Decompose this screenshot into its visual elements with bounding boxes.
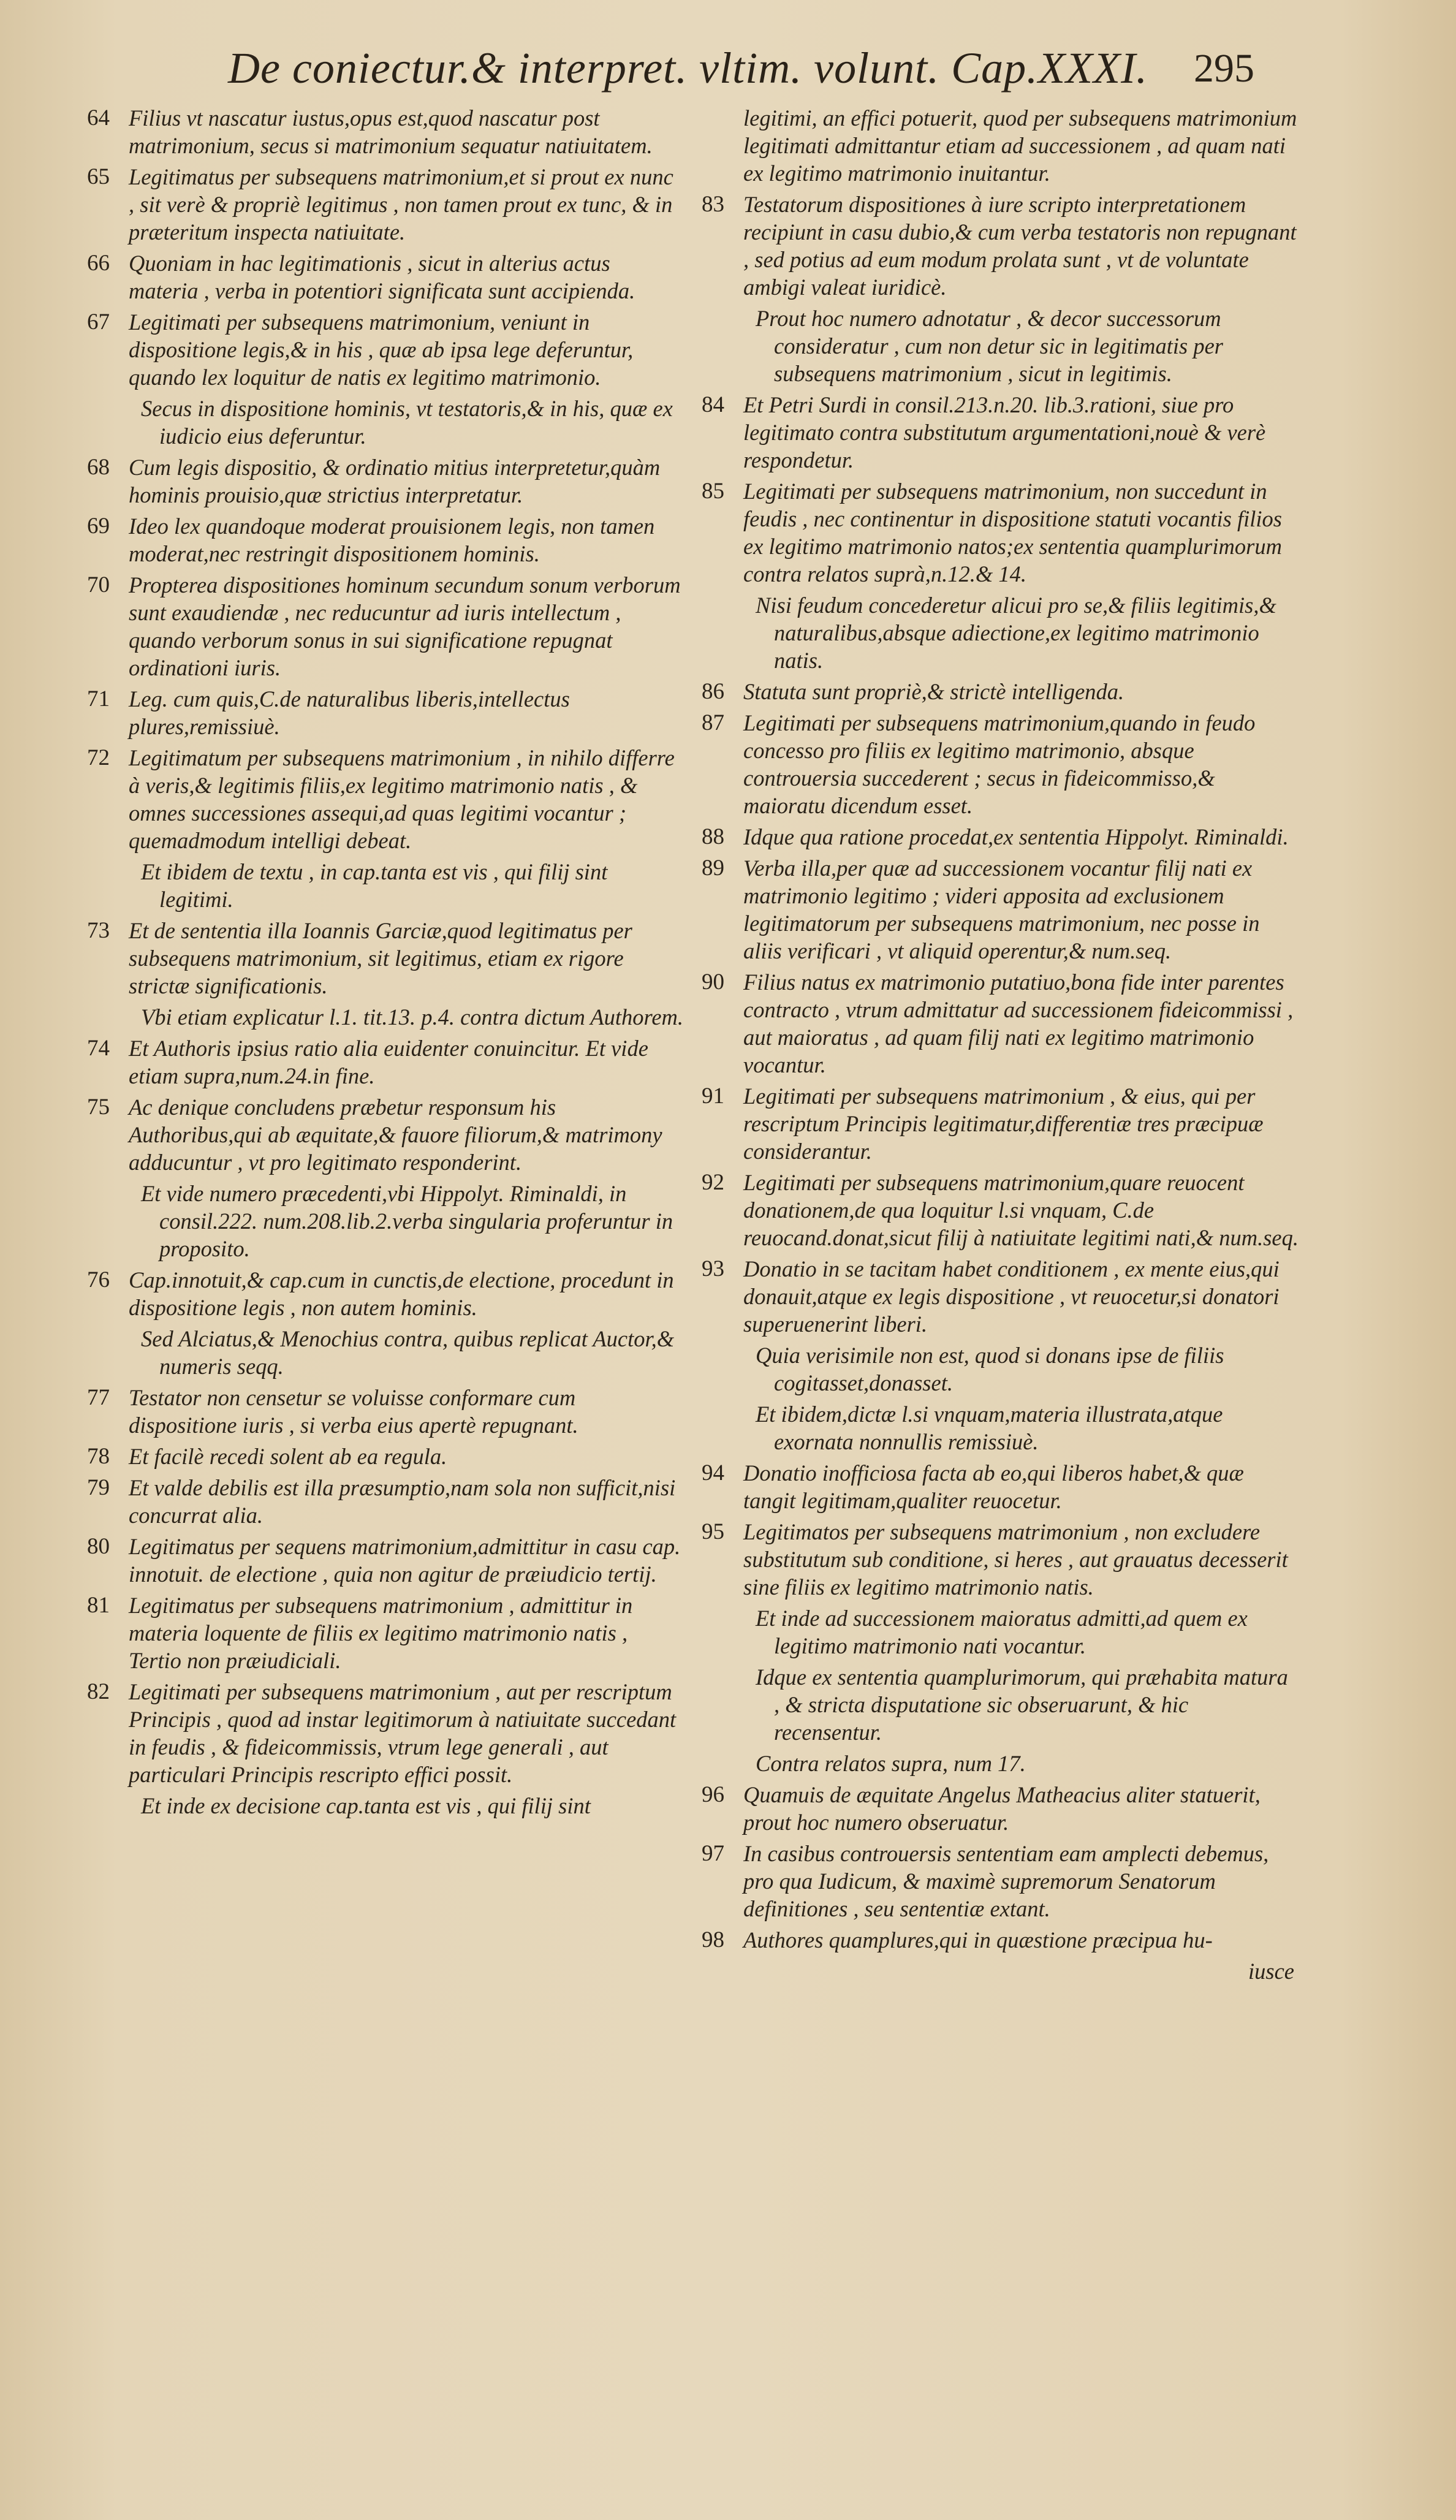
summary-entry	[87, 1266, 684, 1321]
entry-number: 74	[87, 1036, 110, 1061]
summary-note: Prout hoc numero adnotatur , & decor successorum consideratur , cum non detur sic in legitimatis per subsequens matrimonium , sicut in legitimis.	[756, 306, 1223, 386]
entry-text: Legitimatus per subsequens matrimonium,et si prout ex nunc , sit verè & propriè legitimus , non tamen prout ex tunc, & in præteritum inspecta natiuitate.	[129, 164, 673, 245]
catchword: iusce	[1248, 1959, 1294, 1984]
summary-entry	[702, 391, 1299, 474]
summary-entry	[702, 1459, 1299, 1514]
summary-entry	[702, 477, 1299, 588]
entry-text: Donatio inofficiosa facta ab eo,qui liberos habet,& quæ tangit legitimam,qualiter reuocetur.	[743, 1460, 1244, 1513]
summary-entry	[87, 685, 684, 740]
entry-number: 69	[87, 514, 110, 539]
summary-entry	[702, 1082, 1299, 1165]
entry-text: Quoniam in hac legitimationis , sicut in alterius actus materia , verba in potentiori significata sunt accipienda.	[129, 251, 635, 303]
summary-entry	[87, 1474, 684, 1529]
entry-number: 90	[702, 970, 724, 995]
summary-note: Et inde ex decisione cap.tanta est vis , qui filij sint	[141, 1793, 591, 1818]
summary-entry	[87, 744, 684, 854]
entry-number: 82	[87, 1679, 110, 1704]
entry-text: Legitimati per subsequens matrimonium,quare reuocent donationem,de qua loquitur l.si vnquam, C.de reuocand.donat,sicut filij à natiuitate legitimi nati,& num.seq.	[743, 1170, 1299, 1250]
summary-entry	[87, 571, 684, 681]
entry-number: 80	[87, 1534, 110, 1559]
summary-entry	[702, 823, 1299, 851]
entry-number: 65	[87, 164, 110, 189]
entry-number: 68	[87, 455, 110, 480]
entry-text: Et facilè recedi solent ab ea regula.	[129, 1444, 447, 1469]
entry-number: 89	[702, 856, 724, 881]
summary-entry	[87, 917, 684, 1000]
right-column	[702, 104, 1299, 2494]
entry-text: Legitimatum per subsequens matrimonium , in nihilo differre à veris,& legitimis filiis,ex legitimo matrimonio natis , & omnes successiones assequi,ad quas legitimi vocantur ; quemadmodum intelligi debeat.	[129, 745, 675, 853]
entry-text: Legitimati per subsequens matrimonium, veniunt in dispositione legis,& in his , quæ ab ipsa lege deferuntur, quando lex loquitur de natis ex legitimo matrimonio.	[129, 309, 634, 390]
entry-text: Leg. cum quis,C.de naturalibus liberis,intellectus plures,remissiuè.	[129, 686, 570, 739]
entry-text: Testator non censetur se voluisse conformare cum dispositione iuris , si verba eius apertè repugnant.	[129, 1385, 578, 1438]
summary-entry	[702, 1169, 1299, 1251]
continued-text: legitimi, an effici potuerit, quod per subsequens matrimonium legitimati admittantur etiam ad successionem , ad quam nati ex legitimo matrimonio inuitantur.	[743, 105, 1297, 186]
entry-number: 79	[87, 1475, 110, 1500]
summary-note: Et inde ad successionem maioratus admitti,ad quem ex legitimo matrimonio nati vocantur.	[756, 1606, 1248, 1658]
entry-number: 71	[87, 686, 110, 712]
entry-text: Legitimati per subsequens matrimonium,quando in feudo concesso pro filiis ex legitimo matrimonio, absque controuersia succederent ; secus in fideicommisso,& maioratu dicendum esset.	[743, 710, 1256, 818]
entry-number: 73	[87, 918, 110, 943]
summary-entry	[87, 454, 684, 509]
summary-entry	[702, 709, 1299, 819]
summary-note: Quia verisimile non est, quod si donans ipse de filiis cogitasset,donasset.	[756, 1343, 1224, 1395]
entry-text: Et Authoris ipsius ratio alia euidenter conuincitur. Et vide etiam supra,num.24.in fine.	[129, 1036, 648, 1088]
entry-text: Donatio in se tacitam habet conditionem , ex mente eius,qui donauit,atque ex legis dispositione , vt reuocetur,si donatori superuenerint liberi.	[743, 1256, 1280, 1337]
entry-text: In casibus controuersis sententiam eam amplecti debemus, pro qua Iudicum, & maximè supremorum Senatorum definitiones , seu sententiæ extant.	[743, 1841, 1269, 1921]
page-number: 295	[1194, 46, 1254, 91]
entry-text: Verba illa,per quæ ad successionem vocantur filij nati ex matrimonio legitimo ; videri apposita ad exclusionem legitimatorum per subsequens matrimonium, nec posse in aliis verificari , vt aliquid operentur,& num.seq.	[743, 856, 1260, 963]
entry-number: 94	[702, 1460, 724, 1486]
summary-entry	[702, 678, 1299, 705]
entry-number: 88	[702, 824, 724, 849]
summary-entry	[702, 1840, 1299, 1922]
page-header	[0, 37, 1456, 104]
summary-entry	[702, 854, 1299, 965]
entry-number: 64	[87, 105, 110, 131]
entry-text: Legitimati per subsequens matrimonium , aut per rescriptum Principis , quod ad instar legitimorum à natiuitate succedant in feudis , & fideicommissis, vtrum lege generali , aut particulari Principis rescripto effici possit.	[129, 1679, 677, 1787]
entry-number: 84	[702, 392, 724, 417]
entry-text: Legitimati per subsequens matrimonium , & eius, qui per rescriptum Principis legitimatur,differentiæ tres præcipuæ considerantur.	[743, 1084, 1264, 1164]
entry-text: Ac denique concludens præbetur responsum his Authoribus,qui ab æquitate,& fauore filiorum,& matrimony adducuntur , vt pro legitimato responderint.	[129, 1095, 662, 1175]
summary-entry	[87, 104, 684, 159]
entry-number: 91	[702, 1084, 724, 1109]
entry-text: Quamuis de æquitate Angelus Matheacius aliter statuerit, prout hoc numero obseruatur.	[743, 1782, 1261, 1835]
summary-entry	[702, 1518, 1299, 1601]
summary-note: Nisi feudum concederetur alicui pro se,& filiis legitimis,& naturalibus,absque adiectione,ex legitimo matrimonio natis.	[756, 593, 1276, 673]
summary-note: Sed Alciatus,& Menochius contra, quibus replicat Auctor,& numeris seqq.	[141, 1326, 675, 1379]
entry-number: 95	[702, 1519, 724, 1544]
summary-note: Vbi etiam explicatur l.1. tit.13. p.4. contra dictum Authorem.	[141, 1004, 684, 1030]
summary-entry	[87, 1533, 684, 1588]
entry-text: Testatorum dispositiones à iure scripto interpretationem recipiunt in casu dubio,& cum verba testatoris non repugnant , sed potius ad eum modum prolata sunt , vt de voluntate ambigi valeat iuridicè.	[743, 192, 1297, 300]
running-title: De coniectur.& interpret. vltim. volunt. Cap.XXXI.	[228, 44, 1148, 93]
entry-text: Cap.innotuit,& cap.cum in cunctis,de electione, procedunt in dispositione legis , non autem hominis.	[129, 1267, 674, 1320]
summary-entry	[87, 1678, 684, 1788]
summary-entry	[702, 968, 1299, 1079]
entry-number: 87	[702, 710, 724, 735]
summary-note: Et ibidem,dictæ l.si vnquam,materia illustrata,atque exornata nonnullis remissiuè.	[756, 1402, 1223, 1454]
entry-number: 76	[87, 1267, 110, 1292]
entry-number: 78	[87, 1444, 110, 1469]
entry-number: 81	[87, 1593, 110, 1618]
summary-entry	[702, 191, 1299, 301]
summary-entry	[87, 163, 684, 246]
summary-entry	[702, 1781, 1299, 1836]
entry-text: Cum legis dispositio, & ordinatio mitius interpretetur,quàm hominis prouisio,quæ strictius interpretatur.	[129, 455, 661, 507]
entry-number: 77	[87, 1385, 110, 1410]
entry-number: 97	[702, 1841, 724, 1866]
entry-number: 83	[702, 192, 724, 217]
entry-number: 85	[702, 479, 724, 504]
entry-number: 66	[87, 251, 110, 276]
summary-note: Secus in dispositione hominis, vt testatoris,& in his, quæ ex iudicio eius deferuntur.	[141, 396, 673, 449]
entry-text: Legitimatus per sequens matrimonium,admittitur in casu cap. innotuit. de electione , quia non agitur de præiudicio tertij.	[129, 1534, 681, 1587]
summary-note: Et ibidem de textu , in cap.tanta est vis , qui filij sint legitimi.	[141, 859, 608, 912]
entry-text: Et de sententia illa Ioannis Garciæ,quod legitimatus per subsequens matrimonium, sit legitimus, etiam ex rigore strictæ significationis.	[129, 918, 632, 998]
left-column	[87, 104, 684, 2494]
entry-number: 93	[702, 1256, 724, 1281]
entry-text: Idque qua ratione procedat,ex sententia Hippolyt. Riminaldi.	[743, 824, 1289, 849]
entry-number: 92	[702, 1170, 724, 1195]
summary-note: Et vide numero præcedenti,vbi Hippolyt. Riminaldi, in consil.222. num.208.lib.2.verba singularia proferuntur in proposito.	[141, 1181, 673, 1261]
summary-note: Contra relatos supra, num 17.	[756, 1751, 1026, 1776]
entry-text: Propterea dispositiones hominum secundum sonum verborum sunt exaudiendæ , nec reducuntur ad iuris intellectum , quando verborum sonus in sui significatione repugnat ordinationi iuris.	[129, 572, 681, 680]
summary-entry	[87, 1034, 684, 1090]
entry-text: Statuta sunt propriè,& strictè intelligenda.	[743, 679, 1124, 704]
entry-text: Et valde debilis est illa præsumptio,nam sola non sufficit,nisi concurrat alia.	[129, 1475, 676, 1528]
entry-text: Authores quamplures,qui in quæstione præcipua hu-	[743, 1927, 1213, 1953]
entry-number: 67	[87, 309, 110, 335]
entry-number: 86	[702, 679, 724, 704]
entry-number: 98	[702, 1927, 724, 1953]
summary-entry	[87, 1592, 684, 1674]
summary-entry	[87, 249, 684, 305]
entry-text: Legitimatus per subsequens matrimonium , admittitur in materia loquente de filiis ex legitimo matrimonio natis , Tertio non præiudiciali.	[129, 1593, 633, 1673]
entry-text: Filius vt nascatur iustus,opus est,quod nascatur post matrimonium, secus si matrimonium sequatur natiuitatem.	[129, 105, 653, 158]
summary-entry	[87, 1443, 684, 1470]
entry-number: 96	[702, 1782, 724, 1807]
entry-number: 70	[87, 572, 110, 598]
entry-text: Filius natus ex matrimonio putatiuo,bona fide inter parentes contracto , vtrum admittatur ad successionem fideicommissi , aut maioratus , ad quam filij nati ex legitimo matrimonio vocantur.	[743, 970, 1294, 1077]
entry-text: Et Petri Surdi in consil.213.n.20. lib.3.rationi, siue pro legitimato contra substitutum argumentationi,nouè & verè respondetur.	[743, 392, 1266, 473]
entry-number: 75	[87, 1095, 110, 1120]
entry-number: 72	[87, 745, 110, 770]
entry-text: Legitimati per subsequens matrimonium, non succedunt in feudis , nec continentur in dispositione statuti vocantis filios ex legitimo matrimonio natos;ex sententia quamplurimorum contra relatos suprà,n.12.& 14.	[743, 479, 1282, 586]
summary-entry	[87, 308, 684, 391]
summary-note: Idque ex sententia quamplurimorum, qui præhabita matura , & stricta disputatione sic obseruarunt, & hic recensentur.	[756, 1664, 1288, 1745]
summary-entry	[87, 1093, 684, 1176]
summary-entry	[702, 1926, 1299, 1954]
summary-entry	[87, 1384, 684, 1439]
entry-text: Ideo lex quandoque moderat prouisionem legis, non tamen moderat,nec restringit dispositionem hominis.	[129, 514, 655, 566]
summary-entry	[702, 1255, 1299, 1338]
summary-entry	[87, 512, 684, 567]
entry-text: Legitimatos per subsequens matrimonium , non excludere substitutum sub conditione, si heres , aut grauatus decesserit sine filiis ex legitimo matrimonio natis.	[743, 1519, 1288, 1600]
